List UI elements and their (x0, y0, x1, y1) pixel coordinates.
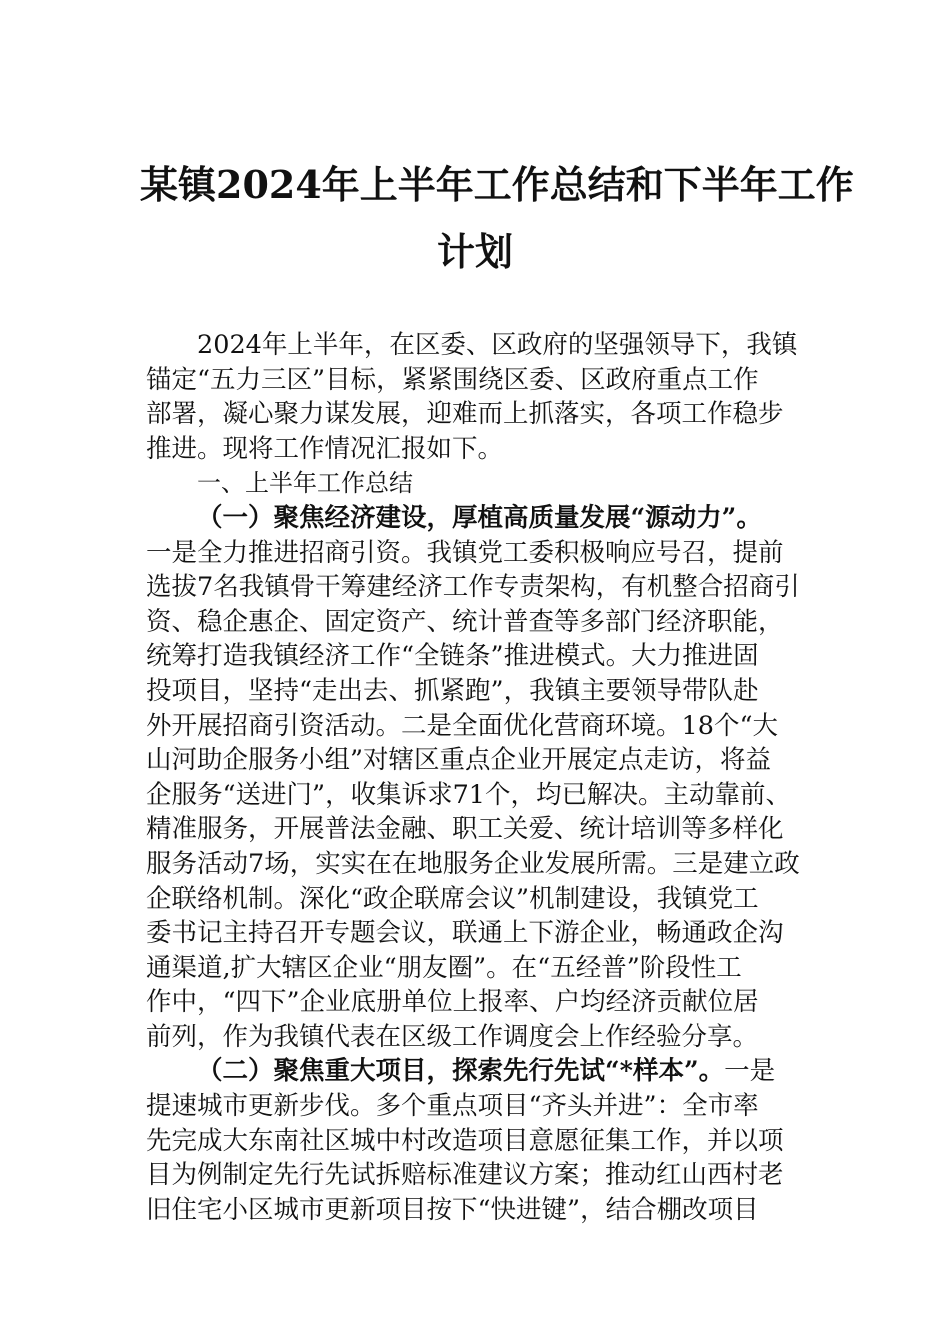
document-title-line-1: 某镇2024年上半年工作总结和下半年工作 (140, 162, 854, 207)
subsection-heading-line (146, 1054, 816, 1089)
body-text-line: 委书记主持召开专题会议，联通上下游企业，畅通政企沟 (146, 918, 784, 949)
body-text-line: 精准服务，开展普法金融、职工关爱、统计培训等多样化 (146, 814, 784, 845)
body-text-line: 服务活动7场，实实在在地服务企业发展所需。三是建立政 (146, 848, 800, 879)
body-text-line: 选拔7名我镇骨干筹建经济工作专责架构，有机整合招商引 (146, 572, 800, 603)
body-text-line: 作中，“四下”企业底册单位上报率、户均经济贡献位居 (146, 987, 759, 1018)
paragraph-intro-line: 锚定“五力三区”目标，紧紧围绕区委、区政府重点工作 (146, 364, 759, 395)
body-text-line: 旧住宅小区城市更新项目按下“快进键”，结合棚改项目 (146, 1194, 759, 1225)
body-text-line: 提速城市更新步伐。多个重点项目“齐头并进”：全市率 (146, 1091, 759, 1122)
body-text-line: 先完成大东南社区城中村改造项目意愿征集工作，并以项 (146, 1125, 784, 1156)
body-text-line: 外开展招商引资活动。二是全面优化营商环境。18个“大 (146, 710, 778, 741)
body-text-line: 企联络机制。深化“政企联席会议”机制建设，我镇党工 (146, 883, 759, 914)
body-text-line: 企服务“送进门”，收集诉求71个，均已解决。主动靠前、 (146, 779, 792, 810)
body-text-line: 前列，作为我镇代表在区级工作调度会上作经验分享。 (146, 1021, 759, 1052)
body-text-line: 投项目，坚持“走出去、抓紧跑”，我镇主要领导带队赴 (146, 675, 759, 706)
paragraph-intro-line: 推进。现将工作情况汇报如下。 (146, 433, 504, 464)
paragraph-intro-line: 2024年上半年，在区委、区政府的坚强领导下，我镇 (197, 330, 798, 360)
body-text-line: 统筹打造我镇经济工作“全链条”推进模式。大力推进固 (146, 641, 759, 672)
body-text-line: 山河助企服务小组”对辖区重点企业开展定点走访，将益 (146, 745, 772, 776)
section-heading: 一、上半年工作总结 (197, 469, 413, 498)
subsection-heading: （二）聚焦重大项目，探索先行先试“*样本”。 (197, 1056, 725, 1087)
subsection-heading: （一）聚焦经济建设，厚植高质量发展“源动力”。 (197, 502, 762, 533)
document-title-line-2: 计划 (436, 229, 513, 274)
body-text-line: 资、稳企惠企、固定资产、统计普查等多部门经济职能， (146, 606, 784, 637)
paragraph-intro-line: 部署，凝心聚力谋发展，迎难而上抓落实，各项工作稳步 (146, 399, 784, 430)
body-text-line: 目为例制定先行先试拆赔标准建议方案；推动红山西村老 (146, 1160, 784, 1191)
document-body (146, 328, 816, 1227)
body-text-line: 一是全力推进招商引资。我镇党工委积极响应号召，提前 (146, 537, 784, 568)
body-text-line: 通渠道,扩大辖区企业“朋友圈”。在“五经普”阶段性工 (146, 952, 742, 983)
body-text-inline: 一是 (724, 1056, 776, 1087)
